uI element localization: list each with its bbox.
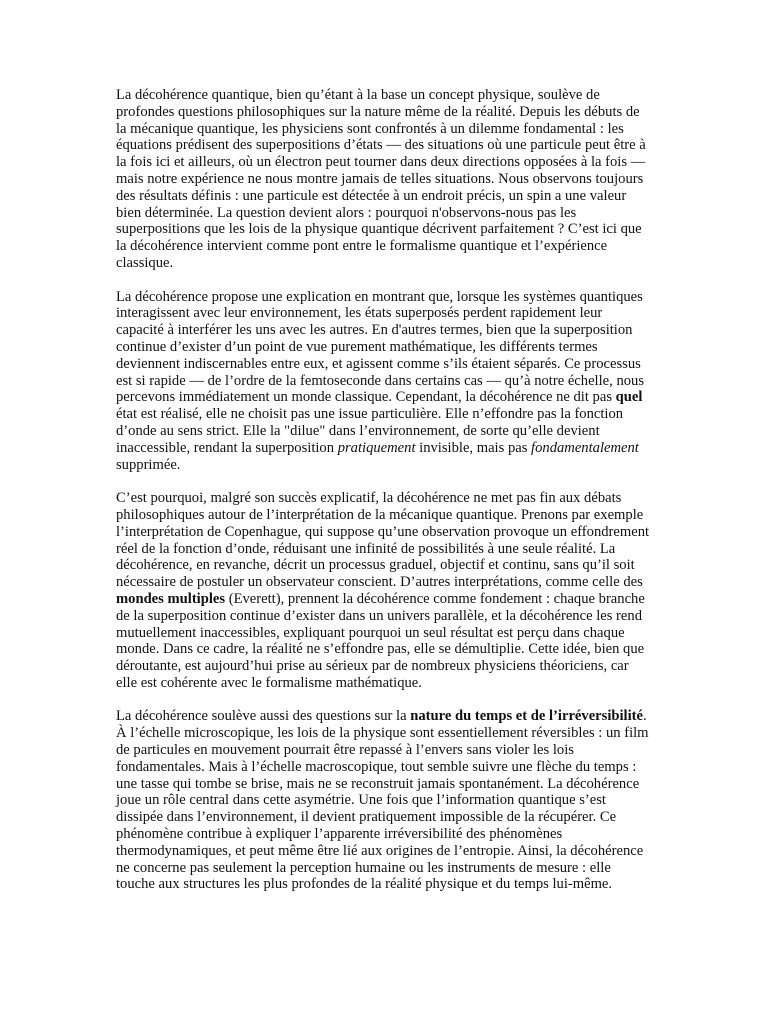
paragraph-2-text-b: état est réalisé, elle ne choisit pas une issue particulière. Elle n’effondre pas la fonction d’onde au sens strict. Elle la "dilue" dans l’environnement, de sorte qu’elle devient inaccessible, rendant la superposition	[116, 406, 624, 456]
paragraph-4	[116, 708, 652, 893]
paragraph-2-text-a: La décohérence propose une explication en montrant que, lorsque les systèmes quantiques interagissent avec leur environnement, les états superposés perdent rapidement leur capacité à interférer les uns avec les autres. En d'autres termes, bien que la superposition continue d’exister d’un point de vue purement mathématique, les différents termes deviennent indiscernables entre eux, et agissent comme s’ils étaient séparés. Ce processus est si rapide — de l’ordre de la femtoseconde dans certains cas — qu’à notre échelle, nous percevons immédiatement un monde classique. Cependant, la décohérence ne dit pas	[116, 288, 645, 406]
emphasis-quel: quel	[615, 389, 643, 406]
paragraph-3	[116, 490, 652, 692]
paragraph-3-text-a: C’est pourquoi, malgré son succès explicatif, la décohérence ne met pas fin aux débats philosophiques autour de l’interprétation de la mécanique quantique. Prenons par exemple l’interprétation de Copenhague, qui suppose qu’une observation provoque un effondrement réel de la fonction d’onde, réduisant une infinité de possibilités à une seule réalité. La décohérence, en revanche, décrit un processus graduel, objectif et continu, sans qu’il soit nécessaire de postuler un observateur conscient. D’autres interprétations, comme celle des	[116, 490, 650, 591]
paragraph-3-text-b: (Everett), prennent la décohérence comme fondement : chaque branche de la superposition continue d’exister dans un univers parallèle, et la décohérence les rend mutuellement inaccessibles, expliquant pourquoi un seul résultat est perçu dans chaque monde. Dans ce cadre, la réalité ne s’effondre pas, elle se démultiplie. Cette idée, bien que déroutante, est aujourd’hui prise au sérieux par de nombreux physiciens théoriciens, car elle est cohérente avec le formalisme mathématique.	[116, 590, 645, 691]
paragraph-2-text-c: invisible, mais pas	[415, 439, 532, 456]
paragraph-2	[116, 289, 652, 474]
paragraph-1-text: La décohérence quantique, bien qu’étant à la base un concept physique, soulève de profondes questions philosophiques sur la nature même de la réalité. Depuis les débuts de la mécanique quantique, les physiciens sont confrontés à un dilemme fondamental : les équations prédisent des superpositions d’états — des situations où une particule peut être à la fois ici et ailleurs, où un électron peut tourner dans deux directions opposées à la fois — mais notre expérience ne nous montre jamais de telles situations. Nous observons toujours des résultats définis : une particule est détectée à un endroit précis, un spin a une valeur bien déterminée. La question devient alors : pourquoi n'observons-nous pas les superpositions que les lois de la physique quantique décrivent parfaitement ? C’est ici que la décohérence intervient comme pont entre le formalisme quantique et l’expérience classique.	[116, 87, 646, 271]
emphasis-nature-du-temps: nature du temps et de l’irréversibilité	[410, 708, 643, 725]
emphasis-fondamentalement: fondamentalement	[531, 439, 639, 456]
paragraph-4-text-b: . À l’échelle microscopique, les lois de la physique sont essentiellement réversibles : un film de particules en mouvement pourrait être repassé à l’envers sans violer les lois fondamentales. Mais à l’échelle macroscopique, tout semble suivre une flèche du temps : une tasse qui tombe se brise, mais ne se reconstruit jamais spontanément. La décohérence joue un rôle central dans cette asymétrie. Une fois que l’information quantique s’est dissipée dans l’environnement, il devient pratiquement impossible de la récupérer. Ce phénomène contribue à expliquer l’apparente irréversibilité des phénomènes thermodynamiques, et peut même être lié aux origines de l’entropie. Ainsi, la décohérence ne concerne pas seulement la perception humaine ou les instruments de mesure : elle touche aux structures les plus profondes de la réalité physique et du temps lui-même.	[116, 708, 649, 893]
emphasis-pratiquement: pratiquement	[337, 439, 416, 456]
paragraph-1	[116, 87, 652, 272]
emphasis-mondes-multiples: mondes multiples	[116, 590, 226, 607]
document-body	[116, 87, 652, 893]
paragraph-2-text-d: supprimée.	[116, 456, 181, 473]
paragraph-4-text-a: La décohérence soulève aussi des questions sur la	[116, 708, 411, 725]
